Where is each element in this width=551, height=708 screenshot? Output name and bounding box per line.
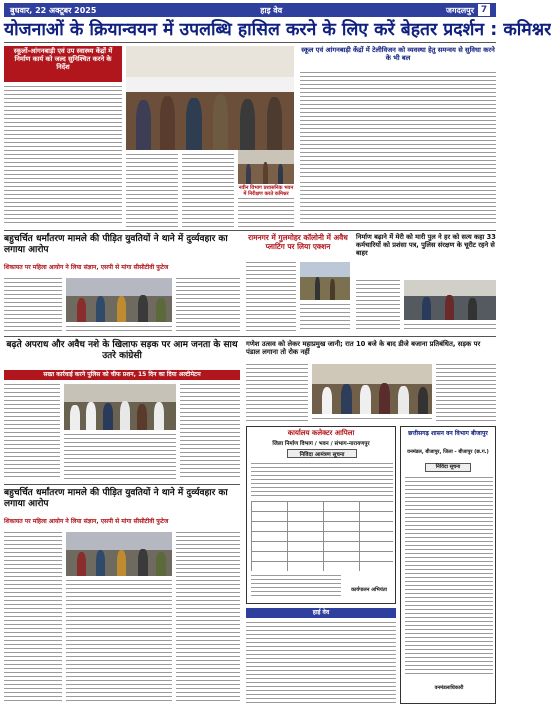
notice-table: [251, 501, 393, 571]
victim-story-2-body-3: [176, 532, 240, 704]
victim-story-2-photo: [66, 532, 172, 576]
divider: [4, 42, 496, 43]
victim-story-2-headline: बहुचर्चित धर्मांतरण मामले की पीड़ित युवतियों ने थाने में दुर्व्यवहार का लगाया आरोप: [4, 488, 228, 509]
accident-story-photo: [404, 280, 496, 320]
lead-body-col-2: [182, 154, 234, 228]
accident-story-headline: निर्माण बढ़ाने में मेरी को मारी पुल ने हर को सत्य कहा 33 कर्मचारियों को प्रशंसा पत्र, पुलिस संरक्षण के चूरीट रहने से बाहर: [356, 233, 496, 257]
victim-story-body-2: [176, 278, 240, 332]
lead-body-col-3: [238, 198, 294, 228]
page-number: 7: [478, 4, 490, 16]
ganesh-story-body-1: [246, 364, 308, 422]
crime-story-body-2: [180, 384, 240, 480]
notice-label: निविदा आमंत्रण सूचना: [287, 449, 357, 458]
colony-story-headline: रामनगर में गुलमोहर कॉलोनी में अवैध प्लाटिंग पर लिया एक्शन: [248, 233, 348, 251]
tender-heading: छत्तीसगढ़ शासन वन विभाग बीजापुर: [408, 430, 488, 437]
inspection-photo: [238, 150, 294, 184]
colony-story-body-2: [300, 304, 350, 332]
crime-story-headline: बढ़ते अपराध और अवैध नशे के खिलाफ सड़क पर आम जनता के साथ उतरे कांग्रेसी: [6, 340, 238, 361]
paper-name: हाइ वेव: [260, 5, 283, 15]
ganesh-story-headline: गणेश उत्सव को लेकर महाप्रमुख जानी; रात 10 बजे के बाद डीजे बजाना प्रतिबंधित, सड़क पर पंडाल लगाना तो रोक नहीं: [246, 340, 481, 357]
accident-story-body-2: [404, 324, 496, 332]
city-name: जगदलपुर: [446, 5, 474, 15]
colony-story-photo: [300, 262, 350, 300]
victim-story-subheadline: शिकायत पर महिला आयोग ने लिया संज्ञान, एसपी से मांगा सीसीटीवी फुटेज: [4, 264, 169, 271]
victim-story-2-body-2: [66, 580, 172, 704]
tender-body: [405, 477, 493, 677]
notice-heading: कार्यालय कलेक्टर आपिला: [287, 429, 355, 437]
victim-story-2-body-1: [4, 532, 62, 704]
crime-story-photo: [64, 384, 176, 430]
divider: [4, 230, 496, 231]
collector-notice: [246, 426, 396, 604]
lead-body-col-1: [126, 154, 178, 228]
victim-story-2-subheadline: शिकायत पर महिला आयोग ने लिया संज्ञान, एसपी से मांगा सीसीटीवी फुटेज: [4, 518, 169, 525]
ganesh-story-body-3: [312, 418, 432, 422]
left-story-body: [4, 86, 122, 224]
ganesh-story-photo: [312, 364, 432, 414]
crime-story-subheadline: सख्त कार्रवाई करने पुलिस को चीफ प्रशन, 15 दिन का दिया अल्टीमेटम: [4, 370, 240, 380]
crime-story-body-3: [64, 434, 176, 480]
divider: [4, 484, 240, 485]
left-story-headline: स्कूलों-आंगनबाड़ी एवं उप स्वास्थ्य केंद्रों में निर्माण कार्य को जल्द सुनिश्चित करने के निर्देश: [4, 46, 122, 82]
tender-signature: वनमंडलाधिकारी: [434, 685, 464, 691]
colony-story-body-1: [246, 262, 296, 332]
notice-body: [251, 463, 393, 497]
victim-story-headline: बहुचर्चित धर्मांतरण मामले की पीड़ित युवतियों ने थाने में दुर्व्यवहार का लगाया आरोप: [4, 234, 228, 255]
notice-footer: [251, 575, 341, 597]
meeting-photo: [126, 46, 294, 150]
victim-story-body-3: [66, 326, 172, 332]
lead-body-col-4: [300, 182, 496, 226]
victim-story-body-1: [4, 278, 62, 332]
local-news-body: [246, 622, 396, 704]
ganesh-story-body-2: [436, 364, 496, 422]
forest-tender: [400, 426, 496, 704]
divider: [4, 336, 496, 337]
crime-story-body-1: [4, 384, 60, 480]
notice-subheading: जिला निर्माण विभाग / भवन / संभाग-नारायणपुर: [272, 441, 370, 447]
issue-date: बुधवार, 22 अक्टूबर 2025: [10, 5, 97, 15]
tender-label: निविदा सूचना: [425, 463, 471, 472]
notice-signature: कार्यपालन अभियंता: [351, 587, 387, 593]
accident-story-body-1: [356, 280, 400, 332]
victim-story-photo: [66, 278, 172, 322]
tender-subheading: वनमंडल, बीजापुर, जिला - बीजापुर (छ.ग.): [407, 449, 489, 455]
lead-headline: योजनाओं के क्रियान्वयन में उपलब्धि हासिल करने के लिए करें बेहतर प्रदर्शन : कमिश्नर: [4, 20, 551, 40]
photo-caption: नवीन विभाग प्रशासनिक भवन में निरीक्षण करते कमिश्नर: [238, 185, 294, 197]
masthead: [4, 3, 496, 17]
lead-subheadline: स्कूल एवं आंगनबाड़ी केंद्रों में टेलीविजन को व्यवस्था हेतु समन्वय से सुविधा करने के भी बल: [301, 46, 495, 63]
lead-story-body: [300, 72, 496, 178]
local-news-label: हाई वेव: [246, 608, 396, 618]
